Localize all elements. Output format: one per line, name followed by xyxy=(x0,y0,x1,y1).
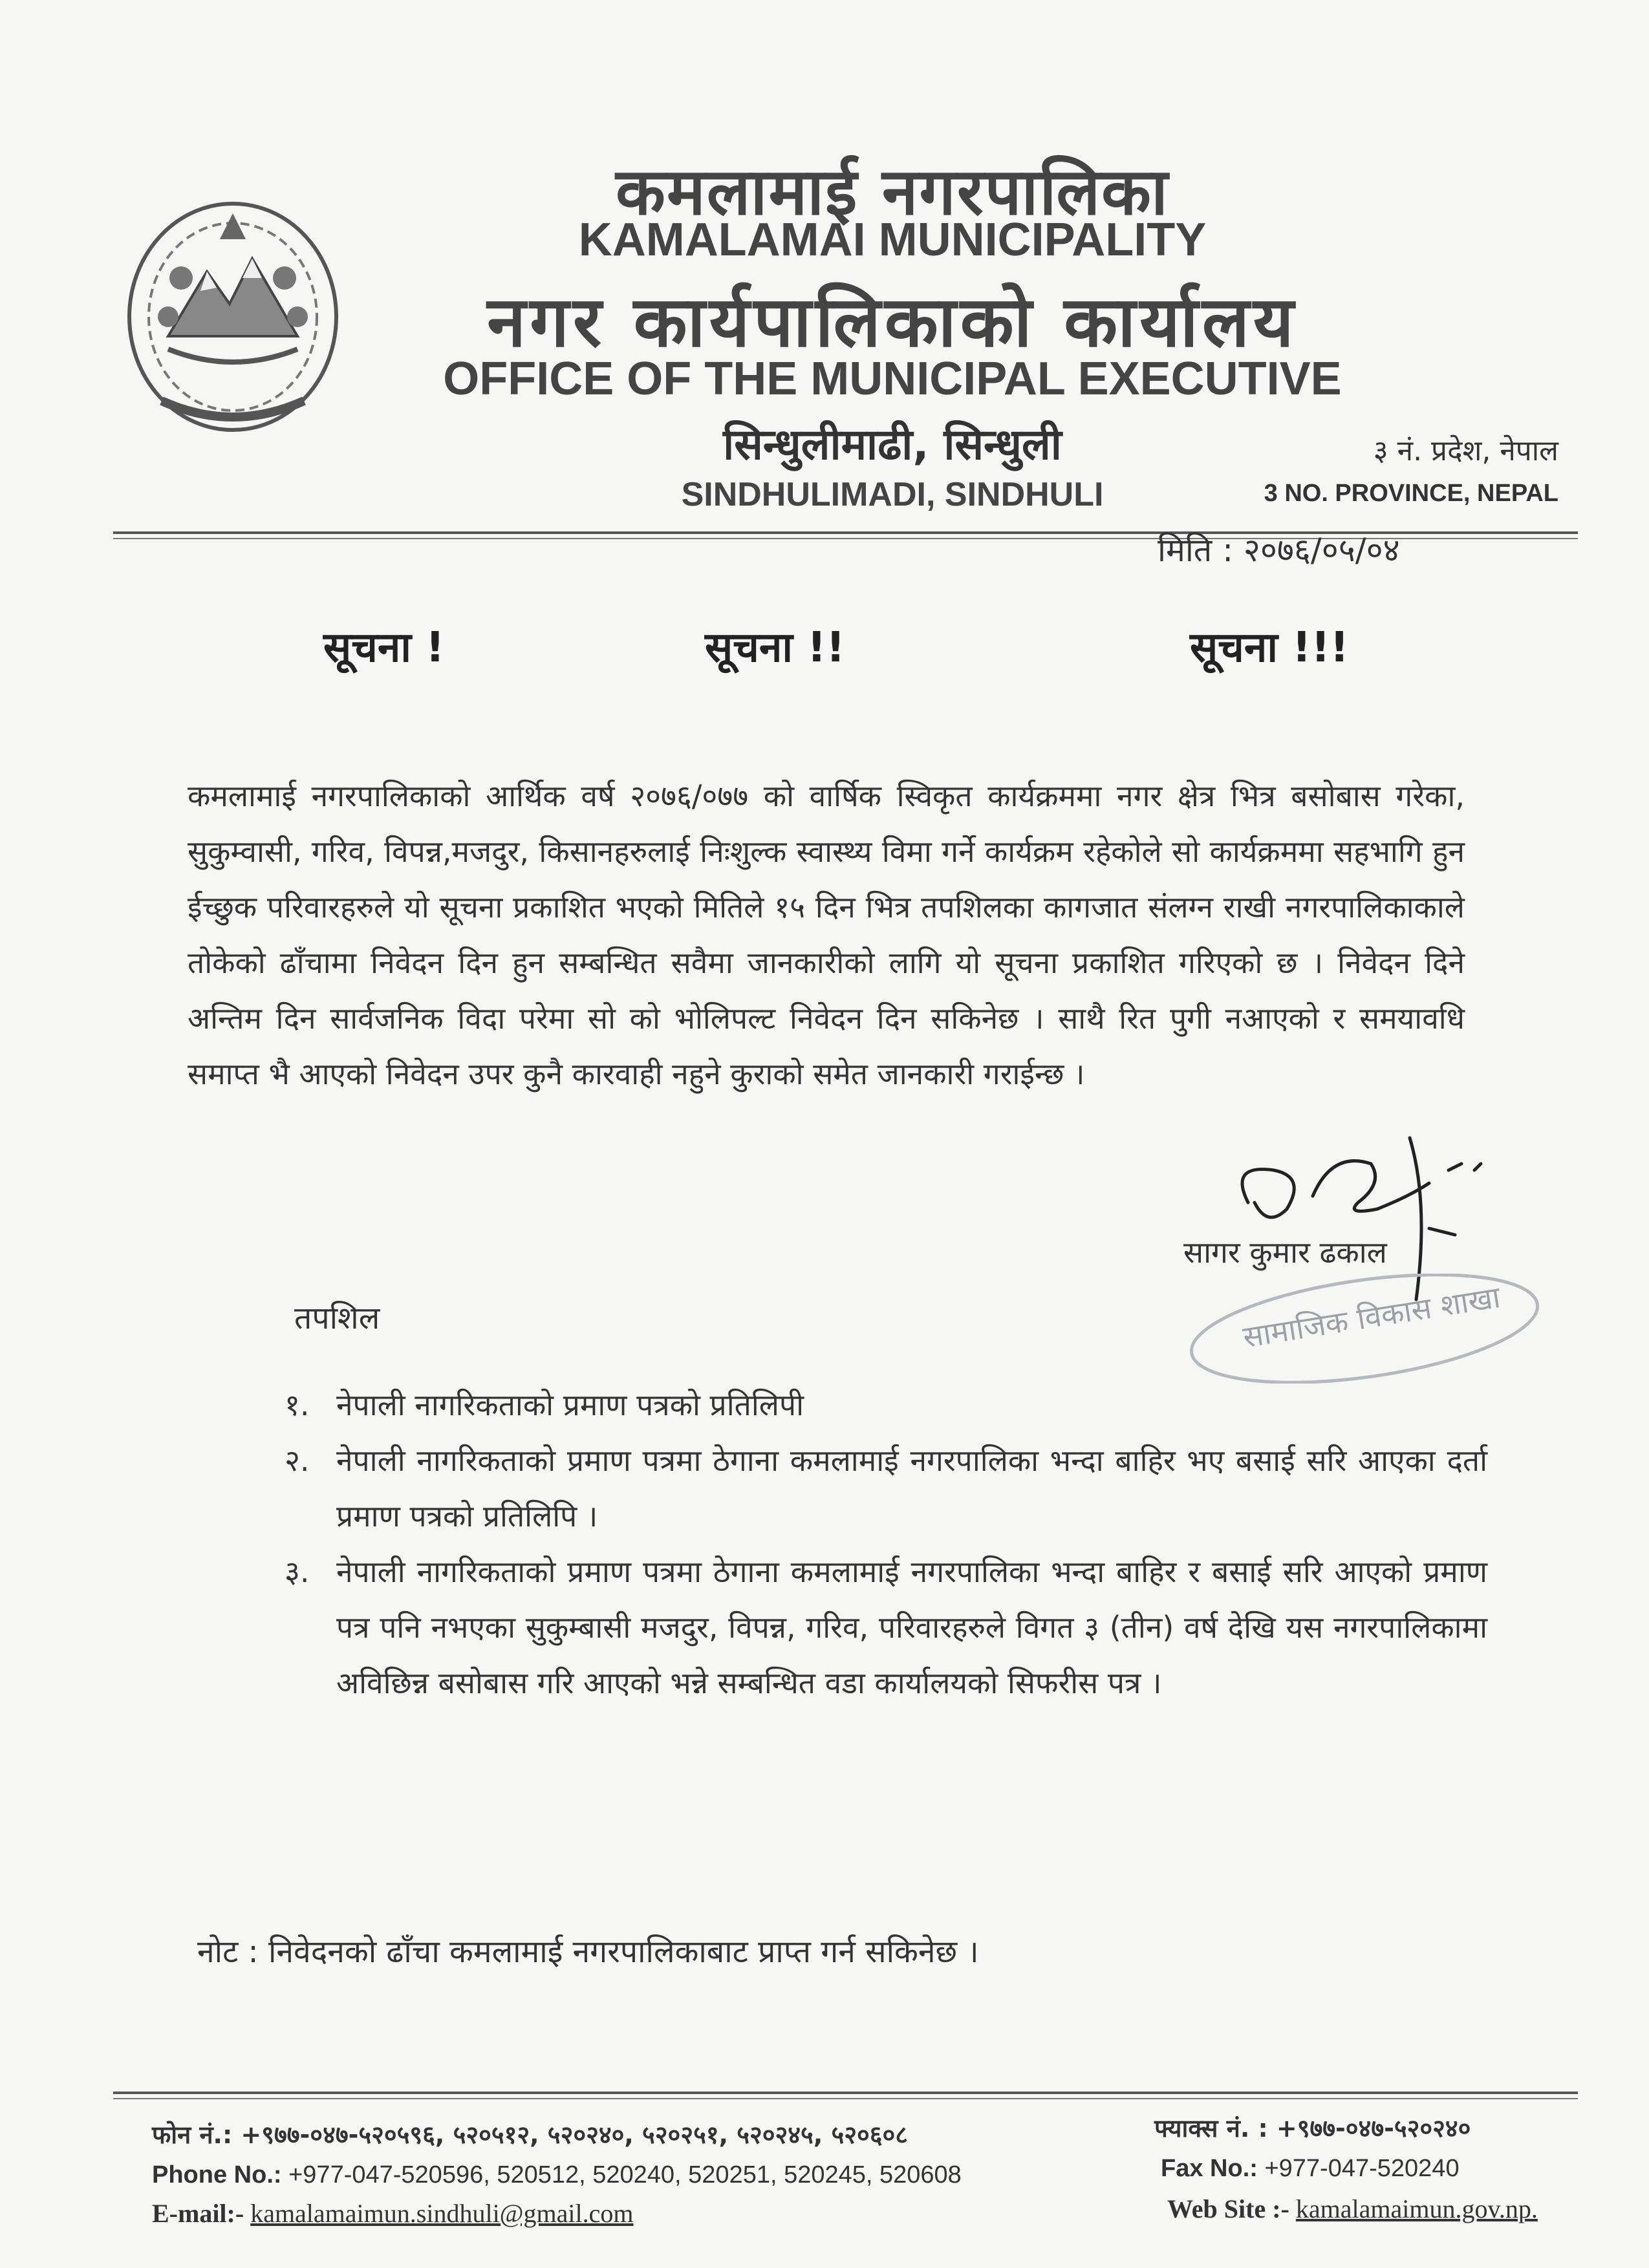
footer-divider xyxy=(113,2091,1578,2094)
footnote: नोट : निवेदनको ढाँचा कमलामाई नगरपालिकाबाट प्राप्त गर्न सकिनेछ । xyxy=(197,1934,979,1970)
list-item-number: २. xyxy=(285,1443,310,1478)
website-label: Web Site :- xyxy=(1167,2194,1289,2223)
address-np: सिन्धुलीमाढी, सिन्धुली xyxy=(723,420,1062,469)
org-name-en: KAMALAMAI MUNICIPALITY xyxy=(578,214,1207,266)
org-name-np: कमलामाई नगरपालिका xyxy=(616,154,1169,230)
office-name-en: OFFICE OF THE MUNICIPAL EXECUTIVE xyxy=(443,353,1342,405)
footer-divider-thin xyxy=(113,2098,1578,2099)
list-item-text: नेपाली नागरिकताको प्रमाण पत्रमा ठेगाना कमलामाई नगरपालिका भन्दा बाहिर भए बसाई सरि आएका दर्ता प्रमाण पत्रको प्रतिलिपि । xyxy=(336,1443,1487,1534)
notice-body: कमलामाई नगरपालिकाको आर्थिक वर्ष २०७६/०७७ को वार्षिक स्विकृत कार्यक्रममा नगर क्षेत्र भित्र बसोबास गरेका, सुकुम्वासी, गरिव, विपन्न,मजदुर, किसानहरुलाई निःशुल्क स्वास्थ्य विमा गर्ने कार्यक्रम रहेकोले सो कार्यक्रममा सहभागि हुन ईच्छुक परिवारहरुले यो सूचना प्रकाशित भएको मितिले १५ दिन भित्र तपशिलका कागजात संलग्न राखी नगरपालिकाकाले तोकेको ढाँचामा निवेदन दिन हुन सम्बन्धित सवैमा जानकारीको लागि यो सूचना प्रकाशित गरिएको छ । निवेदन दिने अन्तिम दिन सार्वजनिक विदा परेमा सो को भोलिपल्ट निवेदन दिन सकिनेछ । साथै रित पुगी नआएको र समयावधि समाप्त भै आएको निवेदन उपर कुनै कारवाही नहुने कुराको समेत जानकारी गराईन्छ । xyxy=(188,778,1465,1091)
list-item xyxy=(285,1544,1487,1711)
signer-name: सागर कुमार ढकाल xyxy=(1183,1235,1387,1270)
notice-heading-1: सूचना ! xyxy=(323,624,445,672)
phone-numbers: +977-047-520596, 520512, 520240, 520251, 520245, 520608 xyxy=(288,2161,962,2188)
office-name-np: नगर कार्यपालिकाको कार्यालय xyxy=(487,282,1298,363)
fax-np: फ्याक्स नं. : +९७७-०४७-५२०२४० xyxy=(1154,2114,1471,2143)
email-link[interactable]: kamalamaimun.sindhuli@gmail.com xyxy=(250,2199,634,2228)
phone-label: Phone No.: xyxy=(152,2161,282,2188)
list-item xyxy=(285,1377,1487,1433)
list-item-text: नेपाली नागरिकताको प्रमाण पत्रमा ठेगाना कमलामाई नगरपालिका भन्दा बाहिर र बसाई सरि आएको प्रमाण पत्र पनि नभएका सुकुम्बासी मजदुर, विपन्न, गरिव, परिवारहरुले विगत ३ (तीन) वर्ष देखि यस नगरपालिकामा अविछिन्न बसोबास गरि आएको भन्ने सम्बन्धित वडा कार्यालयको सिफरीस पत्र । xyxy=(336,1554,1487,1700)
list-item-text: नेपाली नागरिकताको प्रमाण पत्रको प्रतिलिपी xyxy=(336,1387,804,1422)
fax-en xyxy=(1161,2155,1460,2183)
list-item xyxy=(285,1433,1487,1544)
website-line xyxy=(1167,2194,1538,2224)
website-link[interactable]: kamalamaimun.gov.np. xyxy=(1295,2194,1538,2223)
address-en: SINDHULIMADI, SINDHULI xyxy=(681,476,1104,513)
email-line xyxy=(152,2198,633,2229)
notice-heading-2: सूचना !! xyxy=(705,624,845,672)
municipal-emblem-icon xyxy=(123,187,343,440)
phone-np: फोन नं.: +९७७-०४७-५२०५९६, ५२०५१२, ५२०२४०, ५२०२५१, ५२०२४५, ५२०६०८ xyxy=(152,2121,909,2149)
fax-number: +977-047-520240 xyxy=(1264,2155,1460,2182)
email-label: E-mail:- xyxy=(152,2199,244,2228)
fax-label: Fax No.: xyxy=(1161,2155,1258,2182)
province-en: 3 NO. PROVINCE, NEPAL xyxy=(1264,480,1558,507)
province-np: ३ नं. प्रदेश, नेपाल xyxy=(1373,434,1558,467)
notice-date: मिति : २०७६/०५/०४ xyxy=(1158,531,1400,569)
phone-en xyxy=(152,2161,962,2189)
list-item-number: ३. xyxy=(285,1554,310,1589)
stamp-text: सामाजिक विकास शाखा xyxy=(1240,1279,1503,1355)
notice-heading-3: सूचना !!! xyxy=(1190,624,1349,672)
list-item-number: १. xyxy=(285,1387,310,1422)
list-heading: तपशिल xyxy=(294,1300,380,1336)
